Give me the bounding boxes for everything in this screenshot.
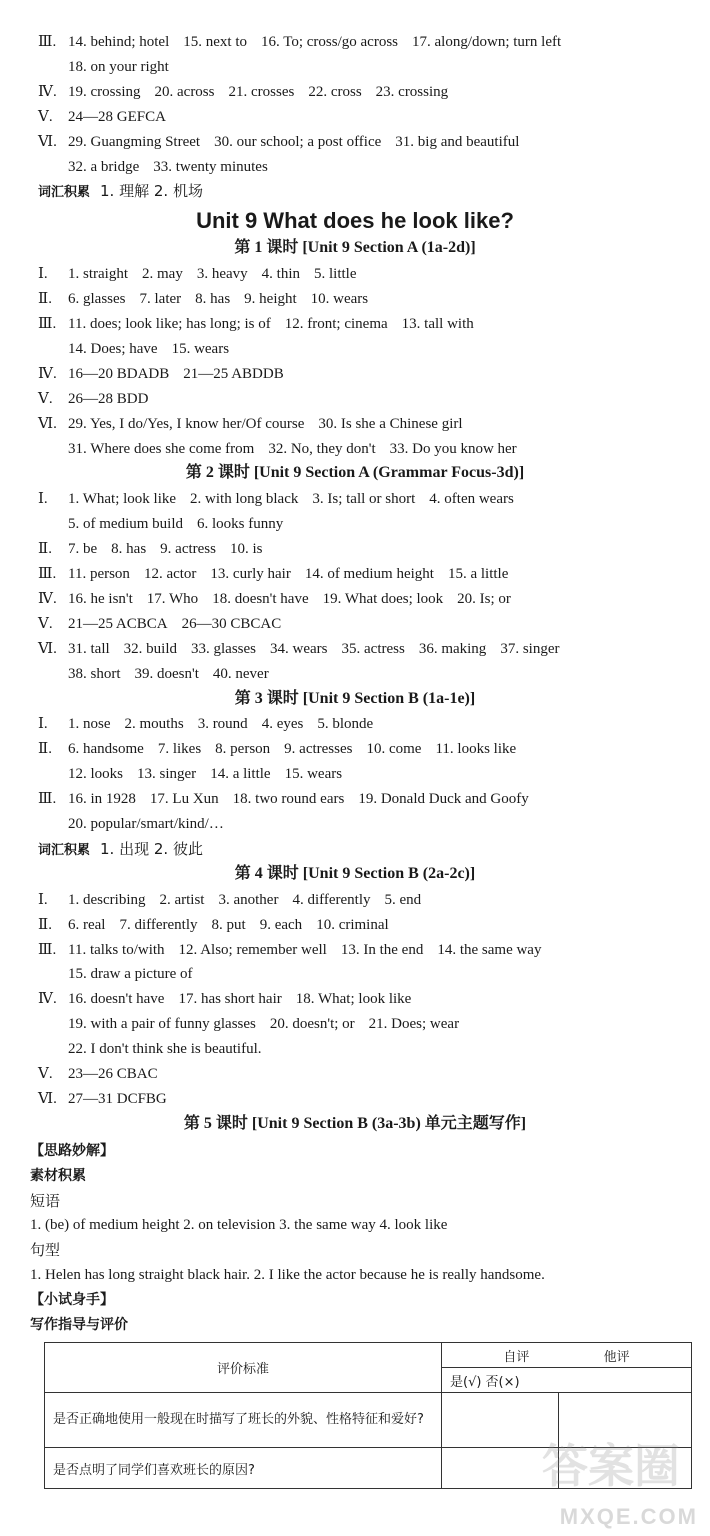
- roman-numeral: Ⅳ.: [38, 83, 57, 100]
- self-eval-cell: [442, 1448, 559, 1489]
- roman-numeral: Ⅱ.: [38, 291, 52, 308]
- self-eval-header: 自评: [503, 1349, 530, 1365]
- answer-item: 3. Is; tall or short: [312, 491, 416, 508]
- answer-line: [38, 262, 700, 286]
- roman-numeral: Ⅱ.: [38, 541, 52, 558]
- answer-item: 15. draw a picture of: [68, 966, 193, 983]
- answer-line: [68, 812, 700, 836]
- patterns: 1. Helen has long straight black hair. 2. I like the actor because he is really handsome.: [30, 1267, 545, 1284]
- answer-item: 29. Guangming Street: [68, 133, 201, 150]
- lesson-title: 第 5 课时 [Unit 9 Section B (3a-3b) 单元主题写作]: [183, 1114, 527, 1132]
- answer-line: [38, 938, 700, 962]
- vocab-line: [38, 837, 700, 861]
- answer-item: 12. front; cinema: [284, 316, 388, 332]
- answer-line: [38, 362, 700, 386]
- roman-numeral: Ⅲ.: [38, 791, 57, 808]
- answer-item: 13. curly hair: [210, 566, 291, 582]
- answer-item: 6. real: [68, 916, 106, 933]
- answer-line: [68, 962, 700, 986]
- answer-item: 14. behind; hotel: [68, 34, 170, 50]
- answer-item: 1. What; look like: [68, 491, 177, 508]
- answer-item: 17. Who: [146, 590, 199, 607]
- answer-item: 4. eyes: [261, 716, 304, 733]
- answer-item: 14. a little: [210, 766, 271, 783]
- roman-numeral: Ⅴ.: [38, 108, 53, 125]
- answer-line: [38, 287, 700, 311]
- roman-numeral: Ⅳ.: [38, 590, 57, 607]
- answer-line: [38, 612, 700, 636]
- answer-item: 9. each: [259, 916, 303, 933]
- answer-line: [38, 562, 700, 586]
- answer-item: 29. Yes, I do/Yes, I know her/Of course: [68, 415, 305, 432]
- roman-numeral: Ⅰ.: [38, 266, 48, 283]
- answer-line: [68, 762, 700, 786]
- answer-item: 15. next to: [183, 34, 247, 50]
- answer-item: 32. No, they don't: [268, 440, 376, 457]
- answer-line: [38, 1087, 700, 1111]
- roman-numeral: Ⅵ.: [38, 640, 57, 657]
- lesson-title: 第 4 课时 [Unit 9 Section B (2a-2c)]: [234, 864, 476, 882]
- answer-line: [38, 537, 700, 561]
- answer-item: 21—25 ACBCA: [68, 615, 168, 632]
- answer-item: 2. with long black: [190, 491, 299, 508]
- answer-item: 1. describing: [68, 891, 146, 908]
- answer-item: 17. has short hair: [178, 991, 282, 1008]
- answer-line: [68, 1012, 700, 1036]
- phrase-label: 短语: [30, 1191, 61, 1210]
- answer-line: [38, 412, 700, 436]
- answer-line: [68, 437, 700, 461]
- answer-line: [68, 155, 700, 179]
- answer-item: 17. along/down; turn left: [412, 34, 562, 50]
- answer-item: 31. Where does she come from: [68, 440, 255, 457]
- answer-line: [38, 787, 700, 811]
- answer-item: 18. What; look like: [295, 991, 412, 1008]
- answer-item: 11. looks like: [435, 741, 517, 758]
- answer-item: 5. little: [314, 266, 357, 283]
- other-eval-header: 他评: [603, 1349, 630, 1365]
- answer-line: [68, 662, 700, 686]
- answer-item: 9. actresses: [284, 741, 353, 758]
- answer-item: 32. build: [123, 640, 178, 657]
- roman-numeral: Ⅲ.: [38, 316, 57, 332]
- answer-item: 5. end: [384, 891, 422, 908]
- roman-numeral: Ⅲ.: [38, 566, 57, 582]
- pattern-label: 句型: [30, 1241, 61, 1260]
- answer-item: 6. looks funny: [197, 516, 284, 533]
- answer-line: [38, 987, 700, 1011]
- answer-item: 23. crossing: [375, 83, 449, 100]
- vocab-line: [38, 179, 700, 203]
- roman-numeral: Ⅵ.: [38, 1090, 57, 1107]
- answer-item: 26—28 BDD: [68, 390, 149, 407]
- answer-item: 1. straight: [68, 266, 128, 283]
- lesson-title: 第 2 课时 [Unit 9 Section A (Grammar Focus-3d)]: [185, 464, 525, 482]
- answer-item: 7. later: [139, 291, 182, 308]
- answer-item: 12. Also; remember well: [178, 941, 327, 958]
- answer-item: 8. put: [211, 916, 246, 933]
- roman-numeral: Ⅵ.: [38, 133, 57, 150]
- answer-line: [38, 80, 700, 104]
- lesson-title: 第 3 课时 [Unit 9 Section B (1a-1e)]: [234, 689, 476, 707]
- self-eval-cell: [442, 1393, 559, 1448]
- roman-numeral: Ⅰ.: [38, 491, 48, 508]
- answer-item: 16. he isn't: [68, 590, 133, 607]
- answer-line: [38, 387, 700, 411]
- answer-item: 7. likes: [157, 741, 202, 758]
- answer-item: 12. looks: [68, 766, 124, 783]
- yes-no-legend: 是(√) 否(×): [442, 1368, 692, 1393]
- answer-item: 18. on your right: [68, 58, 169, 75]
- answer-item: 16—20 BDADB: [68, 365, 170, 382]
- answer-item: 4. often wears: [429, 491, 514, 508]
- answer-item: 19. with a pair of funny glasses: [68, 1016, 256, 1033]
- answer-item: 2. mouths: [124, 716, 184, 733]
- answer-item: 40. never: [212, 665, 269, 682]
- watermark-text: MXQE.COM: [559, 1504, 698, 1529]
- answer-line: [38, 105, 700, 129]
- answer-item: 4. differently: [292, 891, 371, 908]
- answer-item: 19. crossing: [68, 83, 141, 100]
- answer-item: 18. two round ears: [232, 791, 345, 808]
- roman-numeral: Ⅳ.: [38, 365, 57, 382]
- answer-item: 31. tall: [68, 640, 110, 657]
- roman-numeral: Ⅴ.: [38, 615, 53, 632]
- answer-line: [38, 1062, 700, 1086]
- vocab-label: 词汇积累: [38, 185, 91, 201]
- answer-item: 15. wears: [284, 766, 343, 783]
- answer-item: 21. Does; wear: [368, 1016, 460, 1033]
- answer-item: 24—28 GEFCA: [68, 108, 166, 125]
- answer-item: 30. our school; a post office: [214, 133, 382, 150]
- answer-item: 5. blonde: [317, 716, 374, 733]
- answer-line: [38, 737, 700, 761]
- answer-item: 10. come: [366, 741, 422, 758]
- answer-item: 13. singer: [137, 766, 197, 783]
- answer-item: 31. big and beautiful: [395, 133, 520, 150]
- answer-item: 33. twenty minutes: [153, 158, 268, 175]
- answer-item: 5. of medium build: [68, 516, 183, 533]
- answer-line: [38, 30, 700, 54]
- answer-line: [38, 913, 700, 937]
- answer-item: 22. I don't think she is beautiful.: [68, 1041, 262, 1058]
- answer-item: 20. across: [154, 83, 215, 100]
- answer-item: 20. Is; or: [457, 590, 511, 607]
- watermark-logo: 答案圈: [542, 1439, 680, 1493]
- roman-numeral: Ⅴ.: [38, 1066, 53, 1082]
- roman-numeral: Ⅲ.: [38, 941, 57, 958]
- roman-numeral: Ⅱ.: [38, 916, 52, 933]
- answer-item: 20. doesn't; or: [269, 1016, 355, 1033]
- section-heading: 素材积累: [30, 1167, 86, 1184]
- answer-item: 26—30 CBCAC: [181, 615, 282, 632]
- lesson-title: 第 1 课时 [Unit 9 Section A (1a-2d)]: [234, 239, 476, 257]
- answer-item: 21—25 ABDDB: [183, 365, 284, 382]
- answer-item: 8. person: [215, 741, 271, 758]
- answer-item: 16. in 1928: [68, 791, 136, 808]
- vocab-answers: 1. 理解 2. 机场: [100, 182, 203, 201]
- roman-numeral: Ⅰ.: [38, 891, 48, 908]
- answer-item: 13. tall with: [401, 316, 474, 332]
- answer-item: 3. another: [218, 891, 279, 908]
- answer-item: 37. singer: [500, 640, 560, 657]
- answer-item: 33. glasses: [191, 640, 257, 657]
- criteria-row-1: 是否正确地使用一般现在时描写了班长的外貌、性格特征和爱好?: [45, 1393, 442, 1448]
- vocab-label: 词汇积累: [38, 842, 91, 858]
- answer-line: [38, 130, 700, 154]
- answer-item: 36. making: [418, 640, 487, 657]
- answer-item: 13. In the end: [340, 941, 424, 958]
- answer-line: [68, 337, 700, 361]
- section-heading: 写作指导与评价: [30, 1317, 128, 1333]
- answer-item: 35. actress: [341, 640, 405, 657]
- answer-item: 11. talks to/with: [68, 941, 165, 958]
- answer-item: 7. differently: [119, 916, 198, 933]
- answer-line: [38, 587, 700, 611]
- answer-item: 32. a bridge: [68, 158, 140, 175]
- answer-item: 22. cross: [308, 83, 362, 100]
- answer-item: 10. criminal: [316, 916, 389, 933]
- answer-item: 17. Lu Xun: [149, 791, 219, 808]
- answer-item: 16. doesn't have: [68, 991, 165, 1008]
- answer-item: 30. Is she a Chinese girl: [318, 415, 463, 432]
- answer-item: 19. Donald Duck and Goofy: [358, 791, 529, 808]
- answer-item: 20. popular/smart/kind/…: [68, 816, 224, 832]
- answer-item: 2. artist: [159, 891, 205, 908]
- answer-line: [68, 55, 700, 79]
- answer-item: 38. short: [68, 665, 121, 682]
- answer-item: 16. To; cross/go across: [261, 34, 398, 50]
- answer-item: 34. wears: [270, 640, 328, 657]
- answer-item: 4. thin: [261, 266, 300, 283]
- answer-item: 9. height: [244, 291, 297, 308]
- phrases: 1. (be) of medium height 2. on television 3. the same way 4. look like: [30, 1217, 448, 1234]
- answer-item: 15. wears: [171, 340, 230, 357]
- answer-item: 12. actor: [143, 566, 197, 582]
- criteria-row-2: 是否点明了同学们喜欢班长的原因?: [45, 1448, 442, 1489]
- unit-title: Unit 9 What does he look like?: [196, 208, 514, 234]
- section-heading: 【小试身手】: [30, 1292, 114, 1309]
- answer-item: 3. round: [197, 716, 248, 733]
- answer-item: 15. a little: [447, 566, 509, 582]
- answer-item: 9. actress: [160, 541, 216, 558]
- section-heading: 【思路妙解】: [30, 1142, 114, 1159]
- answer-item: 10. wears: [310, 291, 369, 308]
- answer-line: [68, 512, 700, 536]
- roman-numeral: Ⅳ.: [38, 991, 57, 1008]
- answer-item: 14. Does; have: [68, 340, 158, 357]
- answer-item: 6. handsome: [68, 741, 144, 758]
- answer-item: 18. doesn't have: [212, 590, 309, 607]
- answer-item: 1. nose: [68, 716, 111, 733]
- roman-numeral: Ⅲ.: [38, 34, 57, 50]
- answer-line: [38, 487, 700, 511]
- roman-numeral: Ⅰ.: [38, 716, 48, 733]
- answer-item: 11. person: [68, 566, 130, 582]
- answer-item: 11. does; look like; has long; is of: [68, 316, 271, 332]
- roman-numeral: Ⅵ.: [38, 415, 57, 432]
- answer-line: [38, 712, 700, 736]
- answer-item: 6. glasses: [68, 291, 126, 308]
- answer-item: 23—26 CBAC: [68, 1066, 158, 1082]
- criteria-header: 评价标准: [45, 1343, 442, 1393]
- answer-item: 33. Do you know her: [389, 440, 517, 457]
- answer-item: 7. be: [68, 541, 98, 558]
- answer-item: 3. heavy: [196, 266, 248, 283]
- answer-item: 27—31 DCFBG: [68, 1090, 167, 1107]
- answer-line: [38, 637, 700, 661]
- roman-numeral: Ⅴ.: [38, 390, 53, 407]
- answer-item: 2. may: [142, 266, 183, 283]
- answer-item: 39. doesn't: [134, 665, 199, 682]
- answer-line: [68, 1037, 700, 1061]
- roman-numeral: Ⅱ.: [38, 741, 52, 758]
- answer-line: [38, 312, 700, 336]
- answer-item: 8. has: [111, 541, 147, 558]
- answer-line: [38, 888, 700, 912]
- answer-item: 14. the same way: [437, 941, 542, 958]
- answer-item: 8. has: [195, 291, 231, 308]
- answer-item: 19. What does; look: [322, 590, 444, 607]
- answer-item: 14. of medium height: [304, 566, 434, 582]
- answer-item: 21. crosses: [228, 83, 295, 100]
- vocab-answers: 1. 出现 2. 彼此: [100, 839, 203, 858]
- answer-item: 10. is: [229, 541, 263, 558]
